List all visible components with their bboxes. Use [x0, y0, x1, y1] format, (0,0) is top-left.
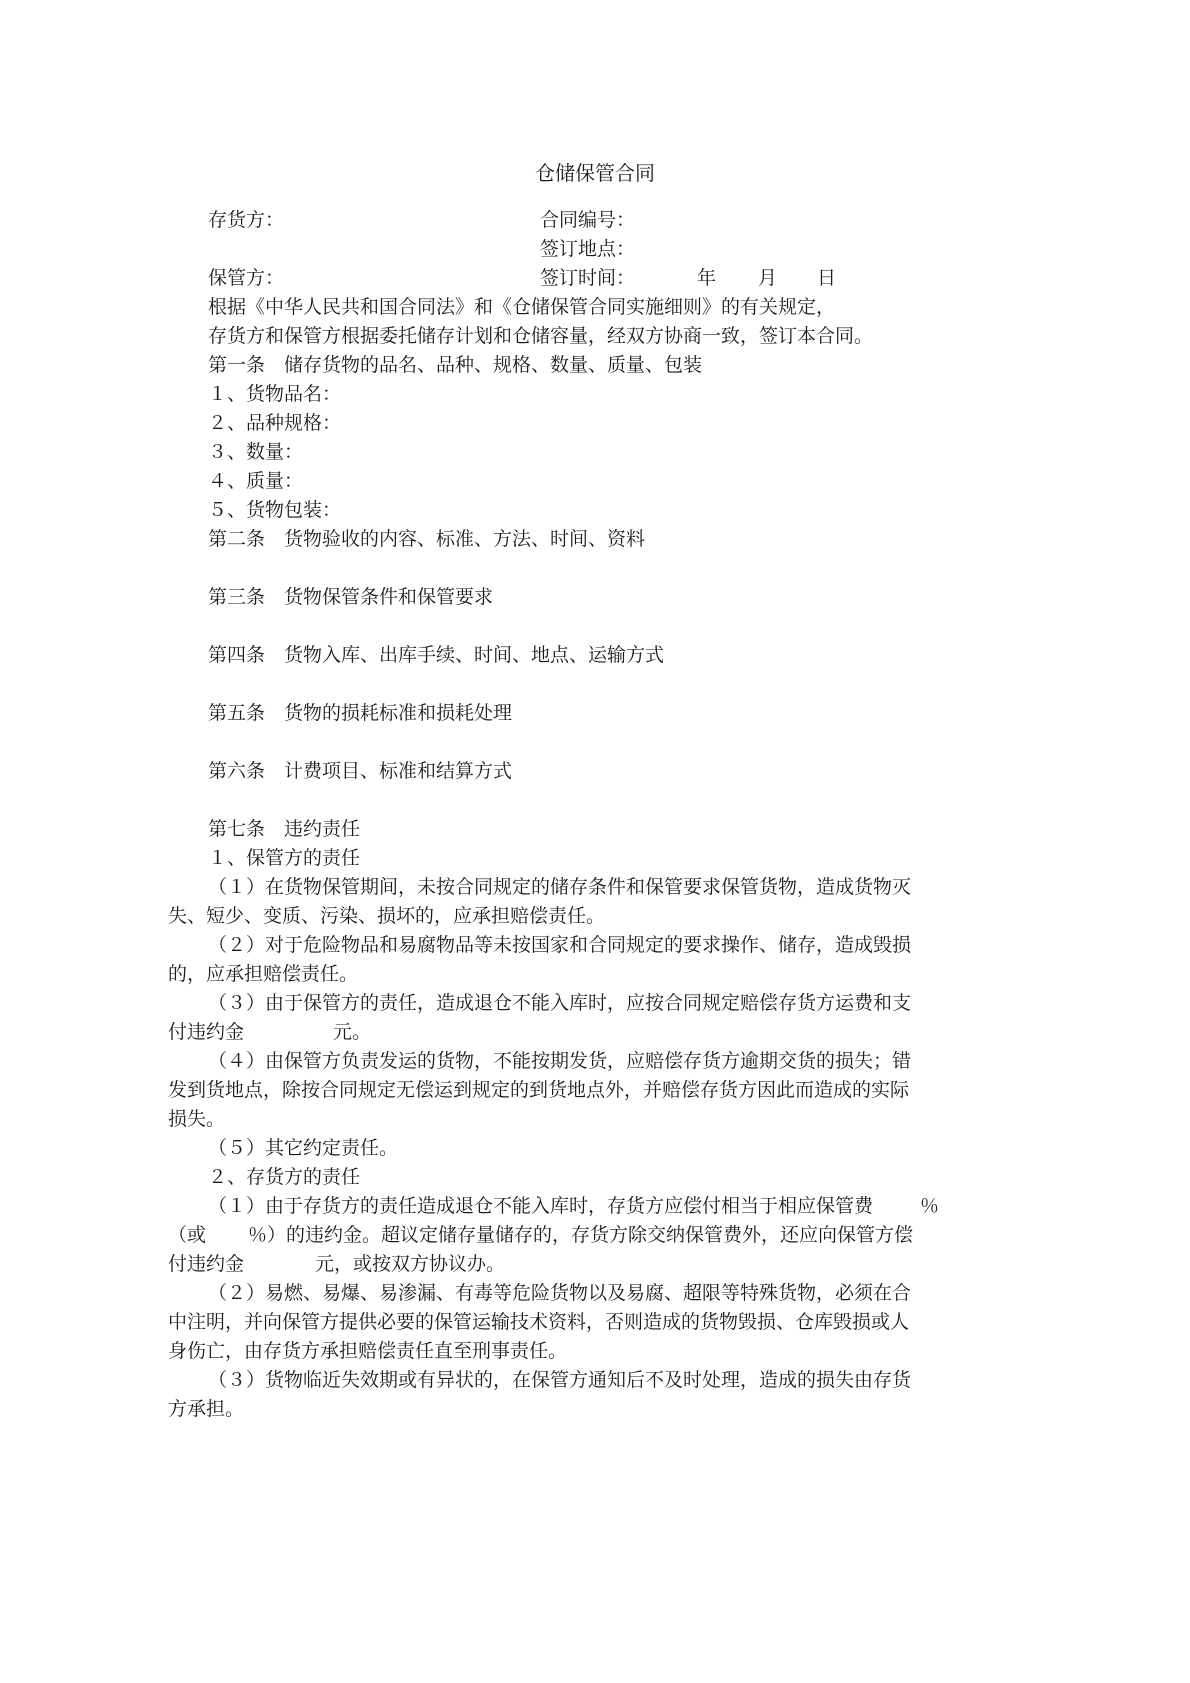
paragraph-line: 付违约金 — [168, 1021, 245, 1043]
article-item: ３、数量： — [208, 441, 304, 463]
paragraph-line: 的，应承担赔偿责任。 — [168, 963, 359, 985]
article-item: ４、质量： — [208, 470, 304, 492]
paragraph-line: 失、短少、变质、污染、损坏的，应承担赔偿责任。 — [168, 905, 606, 927]
paragraph-line: （２）对于危险物品和易腐物品等未按国家和合同规定的要求操作、储存，造成毁损 — [208, 934, 912, 956]
paragraph-line: 元，或按双方协议办。 — [315, 1253, 506, 1275]
paragraph-line: ％ — [920, 1195, 940, 1217]
year-label: 年 — [697, 267, 717, 289]
article-heading: 第七条 违约责任 — [208, 818, 361, 840]
article-heading: 第五条 货物的损耗标准和损耗处理 — [208, 702, 513, 724]
paragraph-line: （５）其它约定责任。 — [208, 1137, 399, 1159]
paragraph-line: （３）货物临近失效期或有异状的，在保管方通知后不及时处理，造成的损失由存货 — [208, 1369, 912, 1391]
custodian-label: 保管方： — [208, 267, 285, 289]
article-item: ５、货物包装： — [208, 499, 342, 521]
paragraph-line: 发到货地点，除按合同规定无偿运到规定的到货地点外，并赔偿存货方因此而造成的实际 — [168, 1079, 910, 1101]
paragraph-line: （２）易燃、易爆、易渗漏、有毒等危险货物以及易腐、超限等特殊货物，必须在合 — [208, 1282, 912, 1304]
paragraph-line: 损失。 — [168, 1108, 226, 1130]
paragraph-line: 方承担。 — [168, 1398, 245, 1420]
article-heading: 第四条 货物入库、出库手续、时间、地点、运输方式 — [208, 644, 665, 666]
article-heading: 第六条 计费项目、标准和结算方式 — [208, 760, 513, 782]
paragraph-line: （３）由于保管方的责任，造成退仓不能入库时，应按合同规定赔偿存货方运费和支 — [208, 992, 912, 1014]
intro-line: 存货方和保管方根据委托储存计划和仓储容量，经双方协商一致，签订本合同。 — [208, 325, 874, 347]
section-subheading: １、保管方的责任 — [208, 847, 361, 869]
paragraph-line: 付违约金 — [168, 1253, 245, 1275]
article-heading: 第三条 货物保管条件和保管要求 — [208, 586, 494, 608]
day-label: 日 — [817, 267, 837, 289]
paragraph-line: 元。 — [333, 1021, 372, 1043]
contract-no-label: 合同编号： — [540, 209, 636, 231]
sign-time-label: 签订时间： — [540, 267, 636, 289]
article-item: ２、品种规格： — [208, 412, 342, 434]
document-title: 仓储保管合同 — [535, 161, 655, 185]
paragraph-line: （１）在货物保管期间，未按合同规定的储存条件和保管要求保管货物，造成货物灭 — [208, 876, 912, 898]
section-subheading: ２、存货方的责任 — [208, 1166, 361, 1188]
paragraph-line: 中注明，并向保管方提供必要的保管运输技术资料，否则造成的货物毁损、仓库毁损或人 — [168, 1311, 910, 1333]
intro-line: 根据《中华人民共和国合同法》和《仓储保管合同实施细则》的有关规定， — [208, 296, 836, 318]
month-label: 月 — [758, 267, 778, 289]
paragraph-line: （４）由保管方负责发运的货物，不能按期发货，应赔偿存货方逾期交货的损失；错 — [208, 1050, 912, 1072]
article-item: １、货物品名： — [208, 383, 342, 405]
article-heading: 第一条 储存货物的品名、品种、规格、数量、质量、包装 — [208, 354, 703, 376]
paragraph-line: （１）由于存货方的责任造成退仓不能入库时，存货方应偿付相当于相应保管费 — [208, 1195, 874, 1217]
paragraph-line: ％）的违约金。超议定储存量储存的，存货方除交纳保管费外，还应向保管方偿 — [248, 1224, 914, 1246]
paragraph-line: （或 — [168, 1224, 207, 1246]
depositor-label: 存货方： — [208, 209, 285, 231]
paragraph-line: 身伤亡，由存货方承担赔偿责任直至刑事责任。 — [168, 1340, 568, 1362]
article-heading: 第二条 货物验收的内容、标准、方法、时间、资料 — [208, 528, 646, 550]
sign-place-label: 签订地点： — [540, 238, 636, 260]
